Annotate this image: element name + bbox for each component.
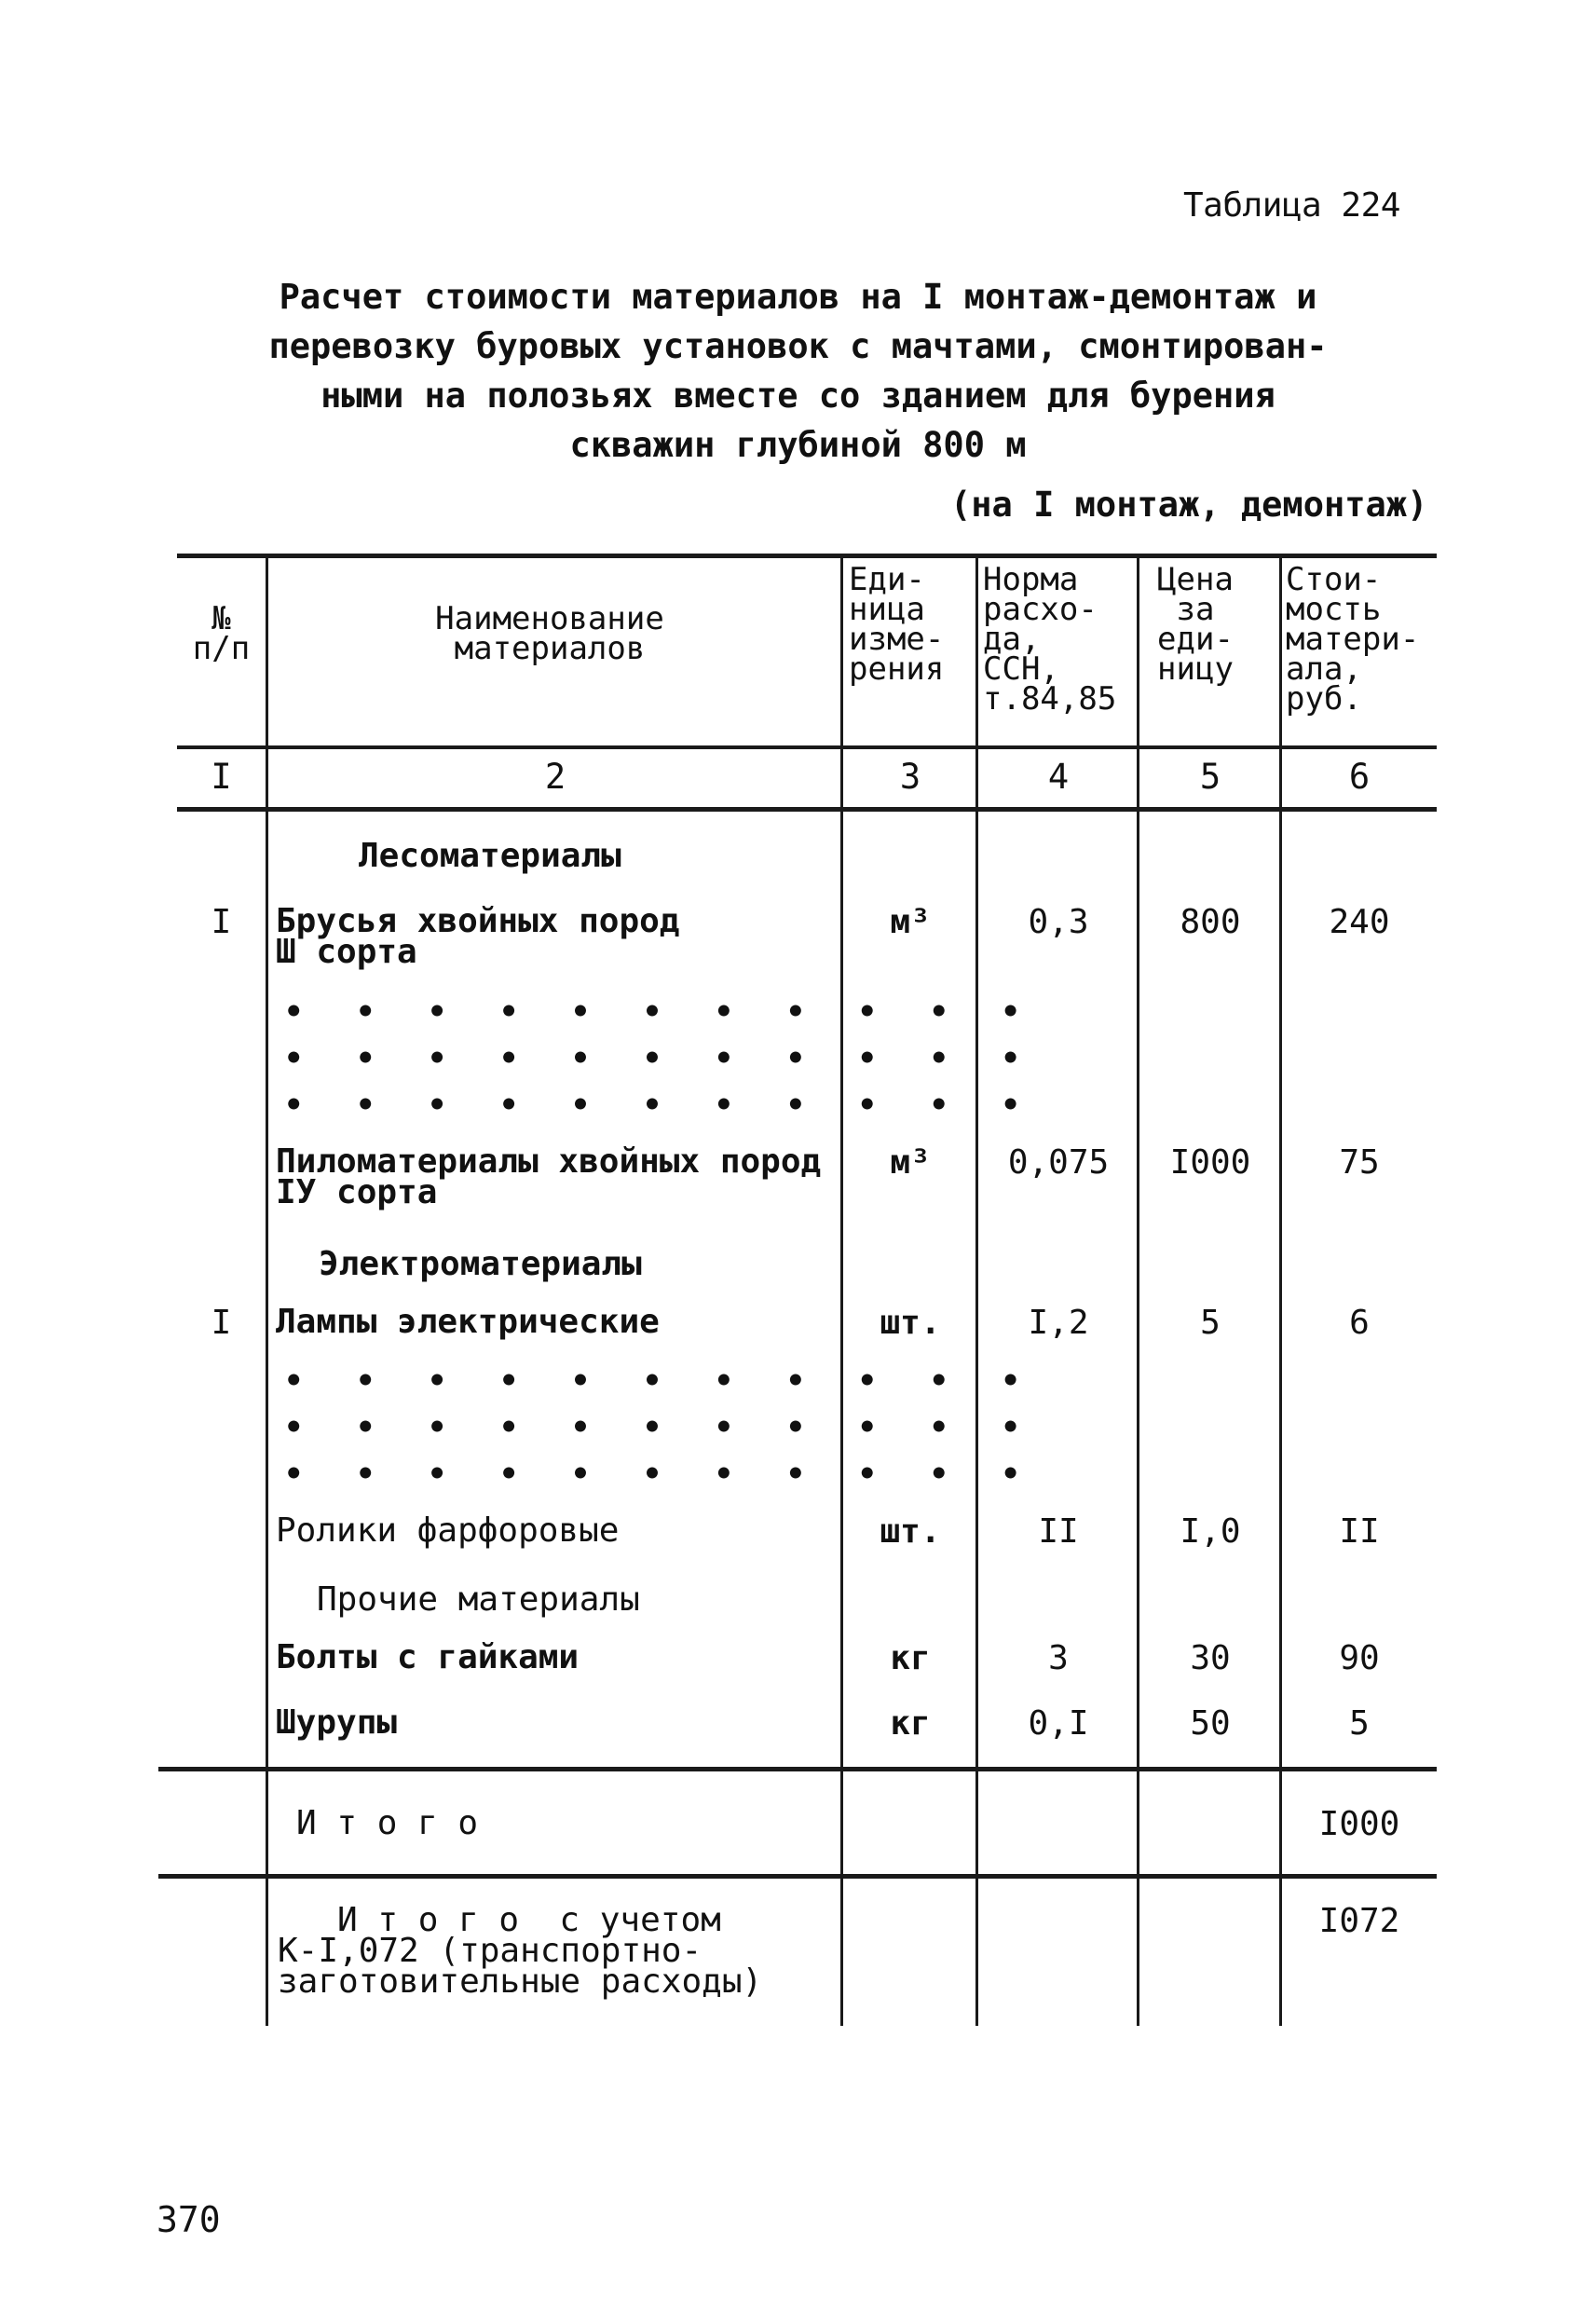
row-name: Пиломатериалы хвойных пород: [276, 1142, 822, 1181]
table-top-rule: [177, 554, 1437, 558]
header-bottom-rule: [177, 745, 1437, 749]
row-cost: 90: [1339, 1639, 1380, 1677]
colnum-3: 3: [899, 757, 921, 797]
total-adj-line-2: К-I,072 (транспортно-: [278, 1932, 703, 1970]
row-name: Шурупы: [276, 1703, 398, 1742]
row-no: I: [211, 903, 232, 941]
row-cost: 240: [1329, 903, 1390, 941]
row-unit: кг: [890, 1704, 931, 1743]
section-other: Прочие материалы: [317, 1580, 640, 1619]
total-adj-cost: I072: [1318, 1902, 1400, 1940]
row-norm: 0,I: [1028, 1704, 1089, 1743]
row-cost: 75: [1339, 1143, 1380, 1182]
row-norm: 0,075: [1007, 1143, 1110, 1182]
caption-line-4: скважин глубиной 800 м: [569, 425, 1027, 465]
row-price: 800: [1180, 903, 1241, 941]
col-divider-4: [1137, 554, 1139, 2026]
row-norm: 3: [1048, 1639, 1069, 1677]
colnum-6: 6: [1348, 757, 1371, 797]
ellipsis-row: • • • • • • • • • • •: [284, 1456, 1037, 1493]
body-bottom-rule: [158, 1767, 1437, 1771]
colnum-2: 2: [544, 757, 566, 797]
row-unit: шт.: [880, 1304, 941, 1342]
total-adj-line-3: заготовительные расходы): [278, 1962, 763, 2001]
total-label: И т о г о: [296, 1804, 479, 1842]
col-divider-1: [266, 554, 268, 2026]
total-bottom-rule: [158, 1874, 1437, 1879]
ellipsis-row: • • • • • • • • • • •: [284, 1040, 1037, 1077]
row-name: Ролики фарфоровые: [276, 1511, 620, 1550]
total-cost: I000: [1318, 1805, 1400, 1843]
subcaption: (на I монтаж, демонтаж): [950, 485, 1428, 525]
header-name: Наименование материалов: [435, 600, 664, 667]
section-wood: Лесоматериалы: [359, 837, 621, 875]
row-price: 5: [1200, 1304, 1221, 1342]
row-name-2: IУ сорта: [276, 1173, 438, 1211]
header-cost: Стои- мость матери- ала, руб.: [1286, 561, 1420, 718]
header-unit: Еди- ница изме- рения: [849, 561, 945, 688]
header-price: Цена за еди- ницу: [1157, 561, 1234, 688]
col-divider-5: [1279, 554, 1282, 2026]
row-cost: 5: [1349, 1704, 1370, 1743]
ellipsis-row: • • • • • • • • • • •: [284, 1409, 1037, 1446]
colnum-bottom-rule: [177, 807, 1437, 812]
row-name: Болты с гайками: [276, 1638, 580, 1676]
page-number: 370: [157, 2199, 221, 2240]
ellipsis-row: • • • • • • • • • • •: [284, 1087, 1037, 1124]
caption-line-3: ными на полозьях вместе со зданием для бурения: [321, 376, 1275, 416]
row-name: Брусья хвойных пород: [276, 902, 680, 940]
row-unit: м³: [890, 1143, 931, 1182]
row-unit: м³: [890, 903, 931, 941]
row-price: I000: [1169, 1143, 1251, 1182]
row-unit: кг: [890, 1639, 931, 1677]
caption-line-1: Расчет стоимости материалов на I монтаж-демонтаж и: [279, 277, 1317, 317]
row-norm: I,2: [1028, 1304, 1089, 1342]
table-label: Таблица 224: [1183, 186, 1400, 225]
colnum-4: 4: [1047, 757, 1070, 797]
row-price: I,0: [1180, 1512, 1241, 1551]
row-no: I: [211, 1304, 232, 1342]
header-no: № п/п: [192, 600, 251, 667]
row-price: 30: [1190, 1639, 1231, 1677]
row-name-2: Ш сорта: [276, 933, 417, 971]
row-cost: 6: [1349, 1304, 1370, 1342]
row-cost: II: [1339, 1512, 1380, 1551]
caption-line-2: перевозку буровых установок с мачтами, смонтирован-: [268, 326, 1328, 366]
row-name: Лампы электрические: [276, 1303, 660, 1341]
total-adj-line-1: И т о г о с учетом: [337, 1901, 721, 1939]
col-divider-3: [975, 554, 978, 2026]
row-norm: II: [1038, 1512, 1079, 1551]
row-norm: 0,3: [1028, 903, 1089, 941]
section-electric: Электроматериалы: [319, 1245, 642, 1283]
row-unit: шт.: [880, 1512, 941, 1551]
row-price: 50: [1190, 1704, 1231, 1743]
colnum-5: 5: [1199, 757, 1221, 797]
colnum-1: I: [211, 757, 232, 797]
col-divider-2: [840, 554, 843, 2026]
ellipsis-row: • • • • • • • • • • •: [284, 993, 1037, 1031]
ellipsis-row: • • • • • • • • • • •: [284, 1362, 1037, 1400]
header-norm: Норма расхо- да, ССН, т.84,85: [983, 561, 1117, 718]
